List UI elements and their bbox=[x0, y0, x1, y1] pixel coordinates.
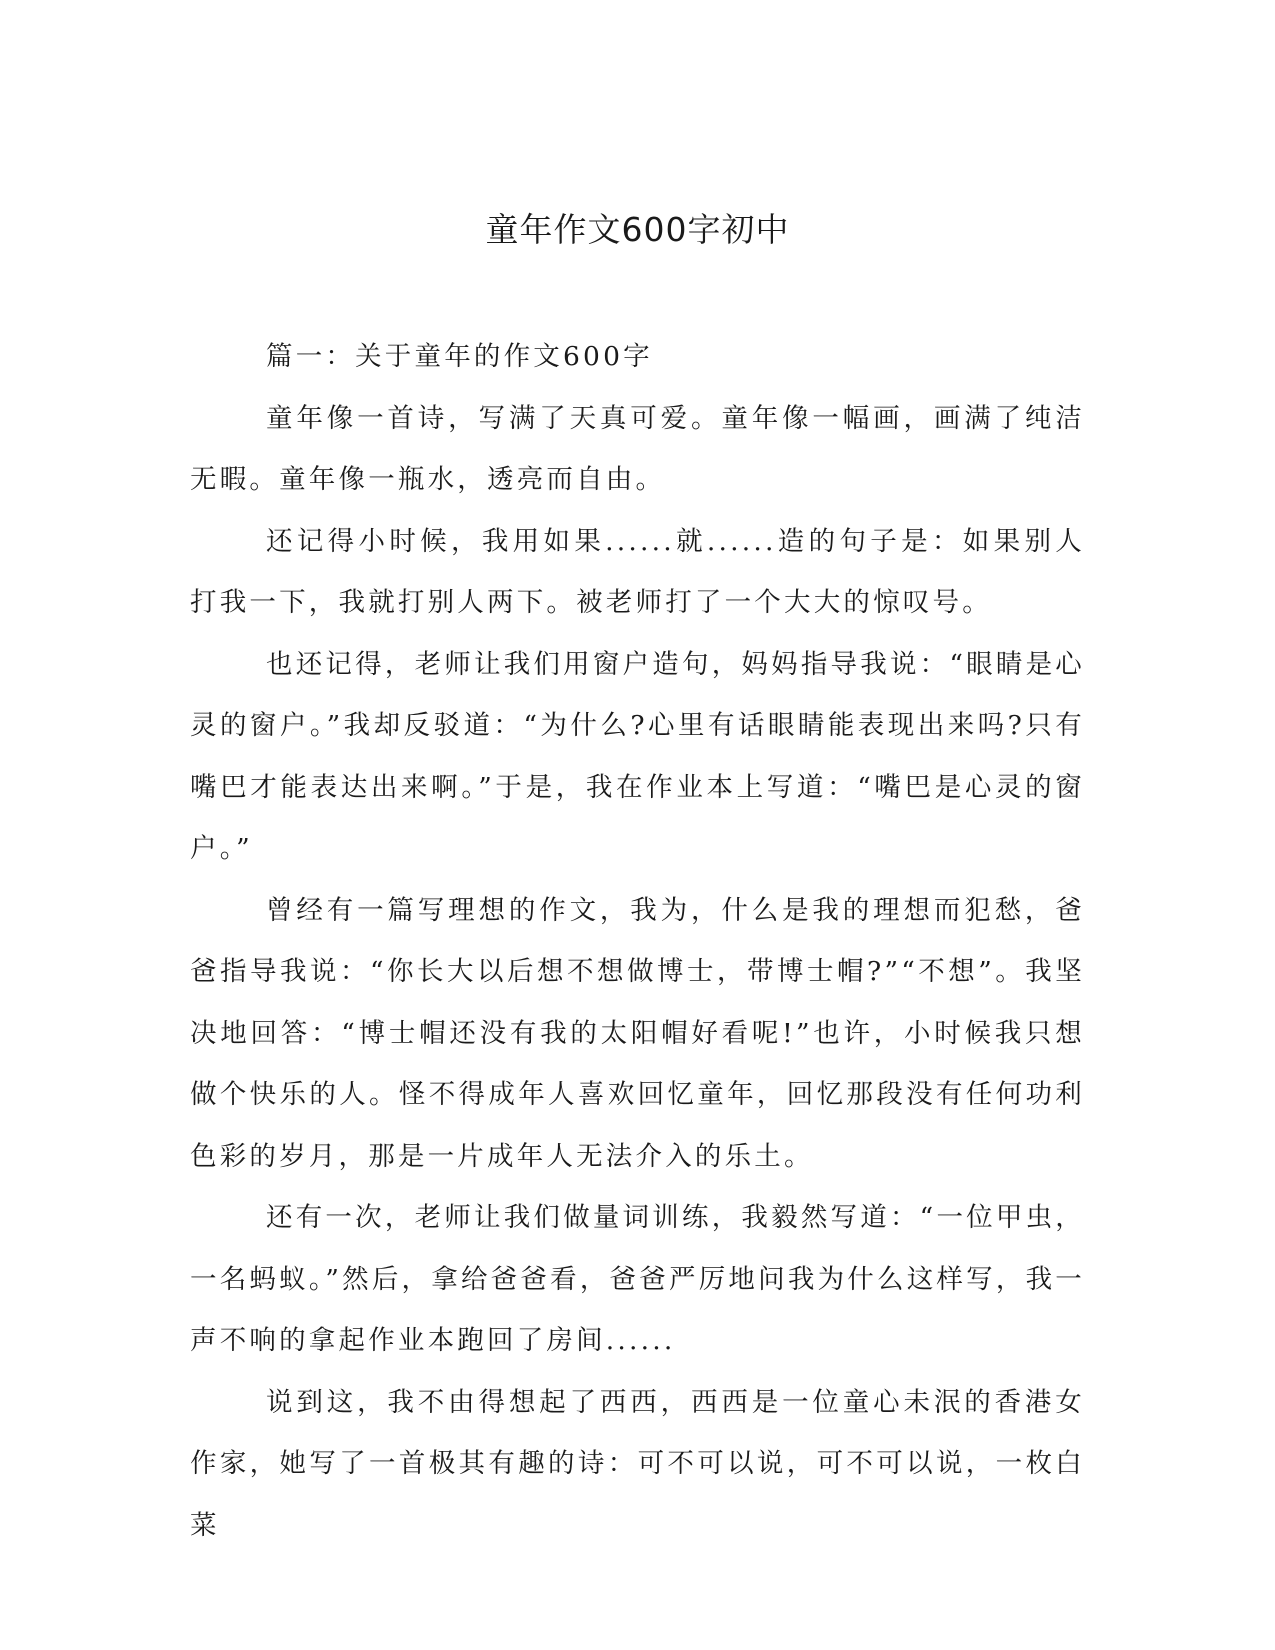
paragraph-1: 童年像一首诗，写满了天真可爱。童年像一幅画，画满了纯洁无暇。童年像一瓶水，透亮而自由。 bbox=[190, 402, 1085, 495]
paragraph-3: 也还记得，老师让我们用窗户造句，妈妈指导我说：“眼睛是心灵的窗户。”我却反驳道：“为什么?心里有话眼睛能表现出来吗?只有嘴巴才能表达出来啊。”于是，我在作业本上写道：“嘴巴是心灵的窗户。” bbox=[190, 648, 1085, 864]
paragraph-5: 还有一次，老师让我们做量词训练，我毅然写道：“一位甲虫，一名蚂蚁。”然后，拿给爸爸看，爸爸严厉地问我为什么这样写，我一声不响的拿起作业本跑回了房间...... bbox=[190, 1202, 1085, 1356]
document-body bbox=[190, 326, 1085, 1556]
paragraph-2: 还记得小时候，我用如果......就......造的句子是：如果别人打我一下，我就打别人两下。被老师打了一个大大的惊叹号。 bbox=[190, 525, 1085, 618]
document-title: 童年作文600字初中 bbox=[485, 210, 790, 249]
paragraph-4: 曾经有一篇写理想的作文，我为，什么是我的理想而犯愁，爸爸指导我说：“你长大以后想不想做博士，带博士帽?”“不想”。我坚决地回答：“博士帽还没有我的太阳帽好看呢!”也许，小时候我只想做个快乐的人。怪不得成年人喜欢回忆童年，回忆那段没有任何功利色彩的岁月，那是一片成年人无法介入的乐土。 bbox=[190, 894, 1085, 1172]
section-heading: 篇一：关于童年的作文600字 bbox=[266, 341, 653, 372]
paragraph-6: 说到这，我不由得想起了西西，西西是一位童心未泯的香港女作家，她写了一首极其有趣的诗：可不可以说，可不可以说，一枚白菜 bbox=[190, 1386, 1085, 1541]
